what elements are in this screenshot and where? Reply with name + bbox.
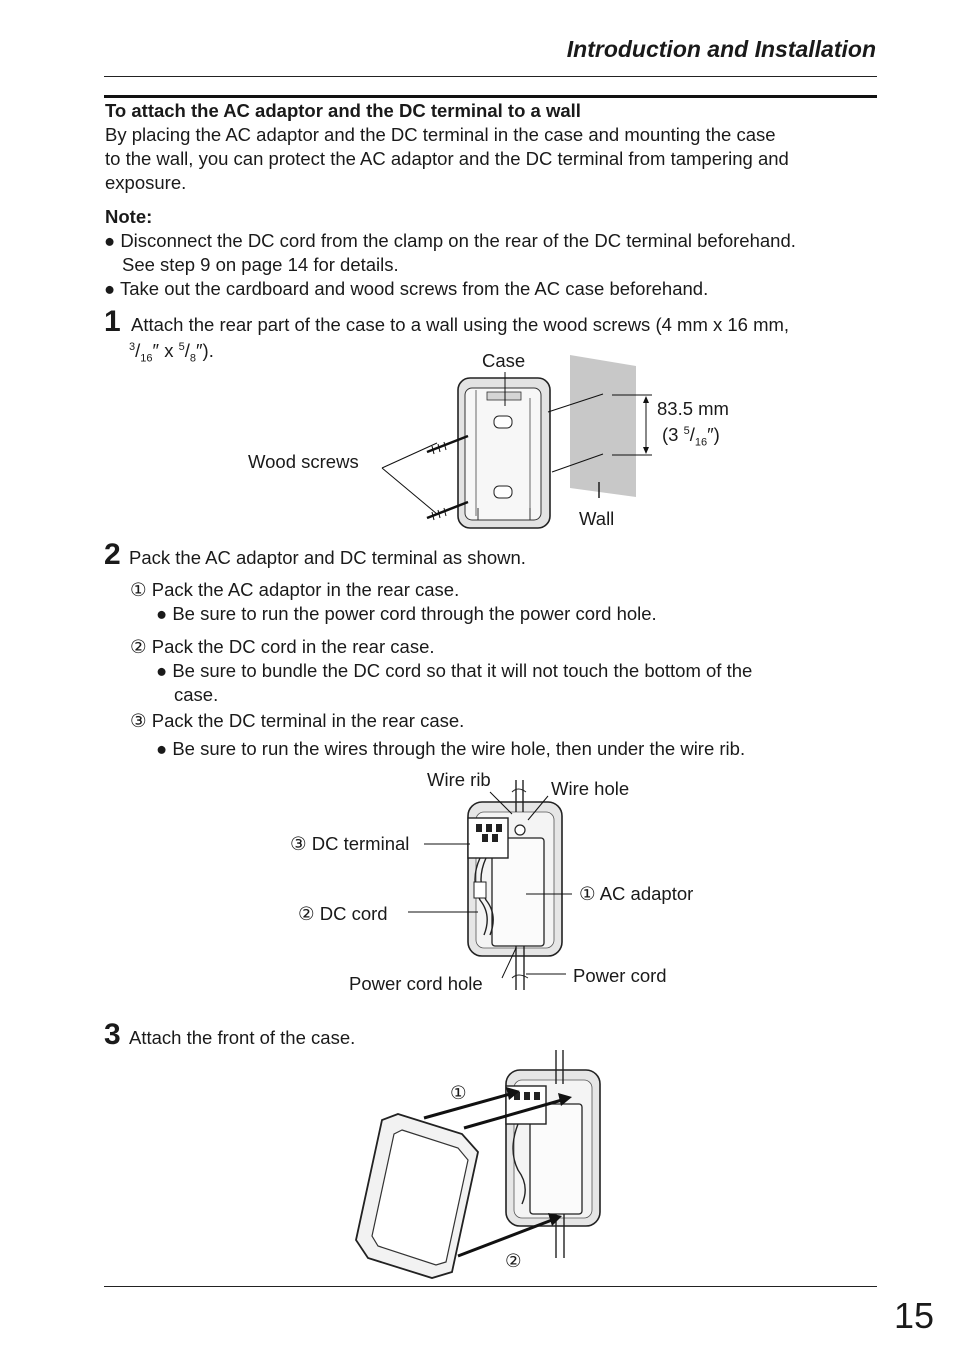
distance-in-post: ″): [707, 424, 720, 445]
label-case: Case: [482, 350, 526, 371]
intro-line-1: By placing the AC adaptor and the DC terminal in the case and mounting the case: [105, 124, 776, 145]
frac-sep: ″ x: [152, 340, 179, 361]
frac-end: ″).: [196, 340, 214, 361]
section-heading: To attach the AC adaptor and the DC terminal to a wall: [105, 100, 581, 121]
label-wood-screws: Wood screws: [248, 451, 359, 472]
intro-line-3: exposure.: [105, 172, 187, 193]
step-1-screw-size: $^3/_{16}''$ x $^5/_8''$).: [129, 340, 214, 365]
frac-2-num: 5: [178, 340, 185, 353]
substep-1: ① Pack the AC adaptor in the rear case.: [130, 579, 460, 600]
page-number: 15: [893, 1295, 934, 1336]
step-2-text: Pack the AC adaptor and DC terminal as shown.: [129, 547, 526, 568]
label-wire-rib: Wire rib: [427, 769, 491, 790]
substep-3: ③ Pack the DC terminal in the rear case.: [130, 710, 465, 731]
distance-in-pre: (3: [662, 424, 684, 445]
note-bullet-2: ● Take out the cardboard and wood screws from the AC case beforehand.: [104, 278, 709, 299]
distance-in-den: 16: [694, 436, 708, 449]
label-power-cord-hole: Power cord hole: [349, 973, 483, 994]
marker-1: ①: [450, 1082, 467, 1103]
step-3-number: 3: [104, 1018, 121, 1051]
label-dc-terminal: ③ DC terminal: [290, 833, 410, 854]
step-1-number: 1: [104, 305, 121, 338]
substep-2-bullet-cont: case.: [174, 684, 219, 705]
label-distance-mm: 83.5 mm: [657, 398, 729, 419]
page-header-title: Introduction and Installation: [566, 36, 876, 62]
frac-2-den: 8: [189, 352, 196, 365]
label-wall: Wall: [579, 508, 615, 529]
substep-2: ② Pack the DC cord in the rear case.: [130, 636, 435, 657]
label-ac-adaptor: ① AC adaptor: [579, 883, 694, 904]
substep-3-bullet: ● Be sure to run the wires through the wire hole, then under the wire rib.: [156, 738, 746, 759]
front-cover: [356, 1114, 478, 1278]
step-1-text: Attach the rear part of the case to a wall using the wood screws (4 mm x 16 mm,: [131, 314, 790, 335]
substep-1-bullet: ● Be sure to run the power cord through the power cord hole.: [156, 603, 657, 624]
note-label: Note:: [105, 206, 153, 227]
label-dc-cord: ② DC cord: [298, 903, 388, 924]
step-3-text: Attach the front of the case.: [129, 1027, 356, 1048]
footer-divider: [104, 1286, 877, 1287]
note-bullet-1: ● Disconnect the DC cord from the clamp on the rear of the DC terminal beforehand.: [104, 230, 796, 251]
marker-2: ②: [505, 1250, 522, 1271]
intro-line-2: to the wall, you can protect the AC adaptor and the DC terminal from tampering and: [105, 148, 789, 169]
label-wire-hole: Wire hole: [551, 778, 630, 799]
step-2-number: 2: [104, 538, 121, 571]
label-power-cord: Power cord: [573, 965, 667, 986]
frac-1-num: 3: [129, 340, 136, 353]
substep-2-bullet: ● Be sure to bundle the DC cord so that it will not touch the bottom of the: [156, 660, 753, 681]
frac-1-den: 16: [140, 352, 153, 365]
distance-in-num: 5: [683, 424, 690, 437]
note-bullet-1-cont: See step 9 on page 14 for details.: [122, 254, 399, 275]
label-distance-inch: (3 $^5/_{16}''$): [662, 424, 720, 449]
